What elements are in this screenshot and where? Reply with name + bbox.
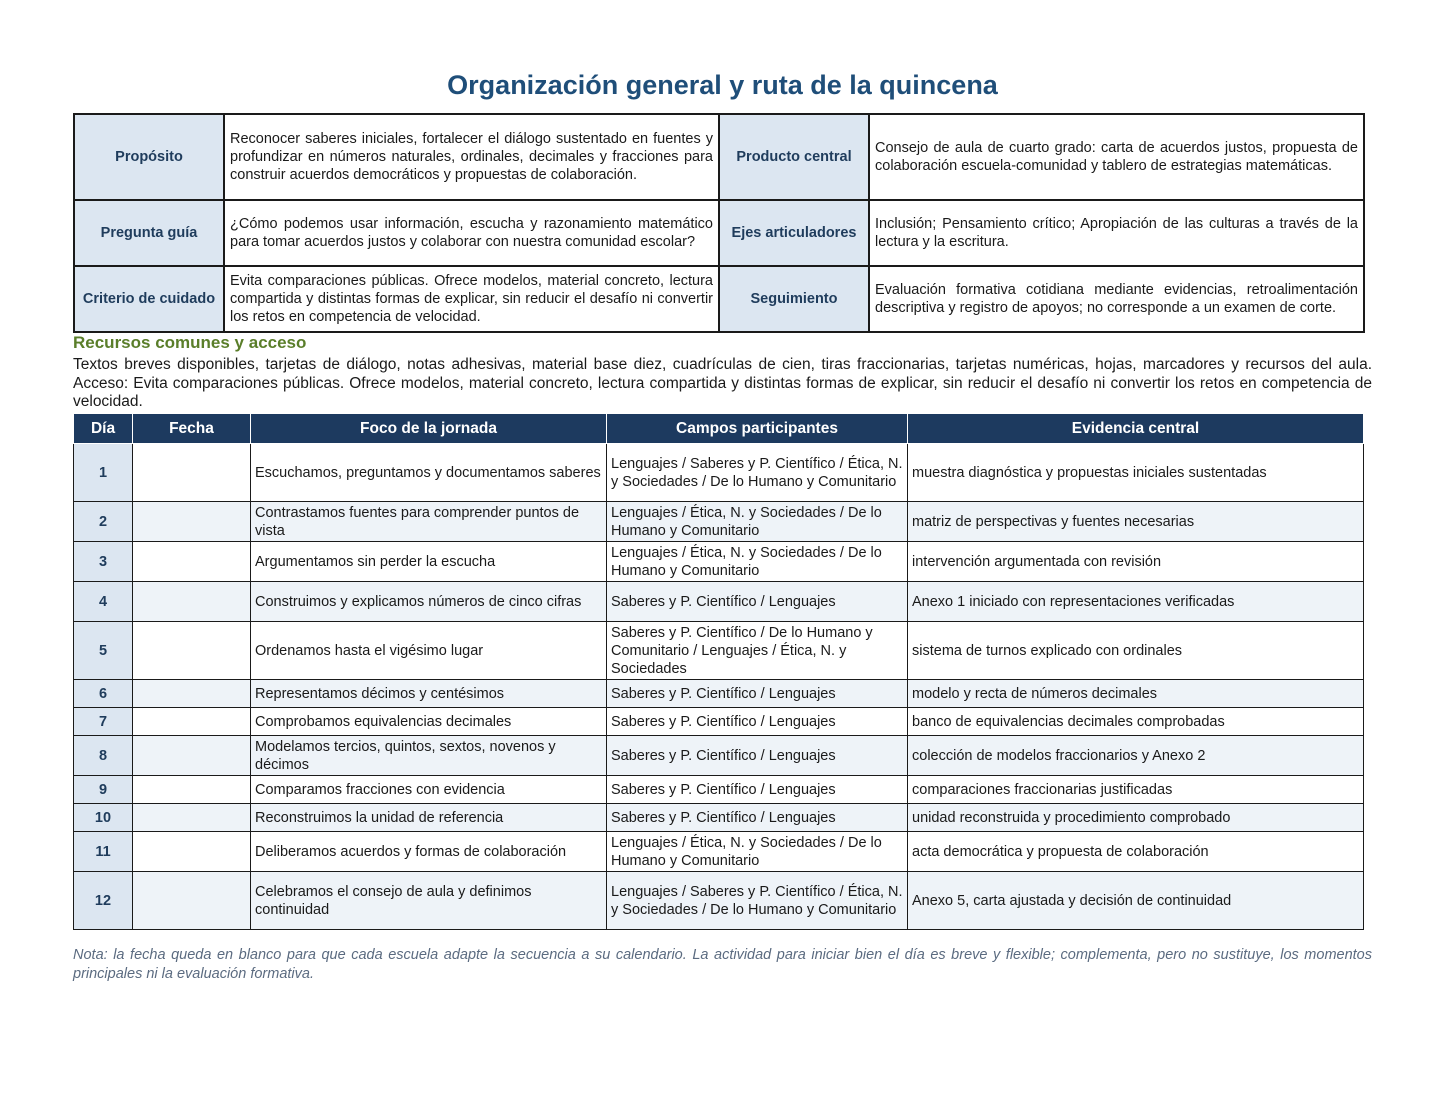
focus-cell: Celebramos el consejo de aula y definimos continuidad [251,872,607,930]
table-row [74,444,1364,502]
focus-cell: Reconstruimos la unidad de referencia [251,804,607,832]
fields-cell: Lenguajes / Ética, N. y Sociedades / De lo Humano y Comunitario [607,542,908,582]
fields-cell: Lenguajes / Saberes y P. Científico / Ética, N. y Sociedades / De lo Humano y Comunitario [607,444,908,502]
date-cell [133,542,251,582]
overview-row [74,266,1364,332]
evidence-cell: sistema de turnos explicado con ordinales [908,622,1364,680]
schedule-header-row [74,414,1364,444]
focus-cell: Escuchamos, preguntamos y documentamos saberes [251,444,607,502]
fields-cell: Saberes y P. Científico / Lenguajes [607,804,908,832]
fields-cell: Saberes y P. Científico / Lenguajes [607,582,908,622]
date-cell [133,444,251,502]
ejes-value: Inclusión; Pensamiento crítico; Apropiación de las culturas a través de la lectura y la escritura. [869,200,1364,266]
header-evidencia: Evidencia central [908,414,1364,444]
evidence-cell: modelo y recta de números decimales [908,680,1364,708]
evidence-cell: unidad reconstruida y procedimiento comprobado [908,804,1364,832]
focus-cell: Ordenamos hasta el vigésimo lugar [251,622,607,680]
fields-cell: Saberes y P. Científico / Lenguajes [607,736,908,776]
focus-cell: Contrastamos fuentes para comprender puntos de vista [251,502,607,542]
evidence-cell: colección de modelos fraccionarios y Anexo 2 [908,736,1364,776]
evidence-cell: comparaciones fraccionarias justificadas [908,776,1364,804]
table-row [74,776,1364,804]
table-row [74,736,1364,776]
table-row [74,804,1364,832]
schedule-table [73,413,1364,930]
day-cell: 8 [74,736,133,776]
date-cell [133,502,251,542]
date-cell [133,776,251,804]
table-row [74,708,1364,736]
day-cell: 5 [74,622,133,680]
day-cell: 11 [74,832,133,872]
day-cell: 4 [74,582,133,622]
seguimiento-value: Evaluación formativa cotidiana mediante evidencias, retroalimentación descriptiva y registro de apoyos; no corresponde a un examen de corte. [869,266,1364,332]
day-cell: 1 [74,444,133,502]
ejes-label: Ejes articuladores [719,200,869,266]
proposito-value: Reconocer saberes iniciales, fortalecer el diálogo sustentado en fuentes y profundizar en números naturales, ordinales, decimales y fracciones para construir acuerdos democráticos y propuestas de colaboración. [224,114,719,200]
fields-cell: Saberes y P. Científico / Lenguajes [607,776,908,804]
fields-cell: Lenguajes / Ética, N. y Sociedades / De lo Humano y Comunitario [607,502,908,542]
focus-cell: Representamos décimos y centésimos [251,680,607,708]
header-foco: Foco de la jornada [251,414,607,444]
day-cell: 10 [74,804,133,832]
pregunta-value: ¿Cómo podemos usar información, escucha y razonamiento matemático para tomar acuerdos justos y colaborar con nuestra comunidad escolar? [224,200,719,266]
page-title: Organización general y ruta de la quincena [447,70,998,100]
focus-cell: Argumentamos sin perder la escucha [251,542,607,582]
resources-heading: Recursos comunes y acceso [73,333,307,352]
focus-cell: Comparamos fracciones con evidencia [251,776,607,804]
table-row [74,582,1364,622]
date-cell [133,832,251,872]
date-cell [133,708,251,736]
evidence-cell: muestra diagnóstica y propuestas iniciales sustentadas [908,444,1364,502]
fields-cell: Saberes y P. Científico / Lenguajes [607,708,908,736]
date-cell [133,804,251,832]
header-campos: Campos participantes [607,414,908,444]
evidence-cell: Anexo 5, carta ajustada y decisión de continuidad [908,872,1364,930]
day-cell: 2 [74,502,133,542]
table-row [74,680,1364,708]
evidence-cell: Anexo 1 iniciado con representaciones verificadas [908,582,1364,622]
date-cell [133,872,251,930]
proposito-label: Propósito [74,114,224,200]
day-cell: 7 [74,708,133,736]
evidence-cell: intervención argumentada con revisión [908,542,1364,582]
header-dia: Día [74,414,133,444]
resources-text: Textos breves disponibles, tarjetas de diálogo, notas adhesivas, material base diez, cuadrículas de cien, tiras fraccionarias, tarjetas numéricas, hojas, marcadores y recursos del aula. Acceso: Evita comparaciones públicas. Ofrece modelos, material concreto, lectura compartida y distintas formas de explicar, sin reducir el desafío ni convertir los retos en competencia de velocidad. [73,356,1372,410]
fields-cell: Lenguajes / Saberes y P. Científico / Ética, N. y Sociedades / De lo Humano y Comunitario [607,872,908,930]
evidence-cell: matriz de perspectivas y fuentes necesarias [908,502,1364,542]
table-row [74,832,1364,872]
table-row [74,542,1364,582]
fields-cell: Saberes y P. Científico / Lenguajes [607,680,908,708]
table-row [74,622,1364,680]
pregunta-label: Pregunta guía [74,200,224,266]
producto-value: Consejo de aula de cuarto grado: carta de acuerdos justos, propuesta de colaboración escuela-comunidad y tablero de estrategias matemáticas. [869,114,1364,200]
date-cell [133,622,251,680]
focus-cell: Comprobamos equivalencias decimales [251,708,607,736]
focus-cell: Deliberamos acuerdos y formas de colaboración [251,832,607,872]
fields-cell: Lenguajes / Ética, N. y Sociedades / De lo Humano y Comunitario [607,832,908,872]
day-cell: 9 [74,776,133,804]
footnote: Nota: la fecha queda en blanco para que cada escuela adapte la secuencia a su calendario. La actividad para iniciar bien el día es breve y flexible; complementa, pero no sustituye, los momentos principales ni la evaluación formativa. [73,947,1372,982]
producto-label: Producto central [719,114,869,200]
criterio-label: Criterio de cuidado [74,266,224,332]
day-cell: 6 [74,680,133,708]
date-cell [133,582,251,622]
focus-cell: Construimos y explicamos números de cinco cifras [251,582,607,622]
overview-row [74,114,1364,200]
date-cell [133,680,251,708]
header-fecha: Fecha [133,414,251,444]
day-cell: 3 [74,542,133,582]
evidence-cell: banco de equivalencias decimales comprobadas [908,708,1364,736]
day-cell: 12 [74,872,133,930]
criterio-value: Evita comparaciones públicas. Ofrece modelos, material concreto, lectura compartida y distintas formas de explicar, sin reducir el desafío ni convertir los retos en competencia de velocidad. [224,266,719,332]
focus-cell: Modelamos tercios, quintos, sextos, novenos y décimos [251,736,607,776]
fields-cell: Saberes y P. Científico / De lo Humano y Comunitario / Lenguajes / Ética, N. y Sociedades [607,622,908,680]
evidence-cell: acta democrática y propuesta de colaboración [908,832,1364,872]
date-cell [133,736,251,776]
overview-table [73,113,1365,333]
seguimiento-label: Seguimiento [719,266,869,332]
overview-row [74,200,1364,266]
table-row [74,872,1364,930]
table-row [74,502,1364,542]
